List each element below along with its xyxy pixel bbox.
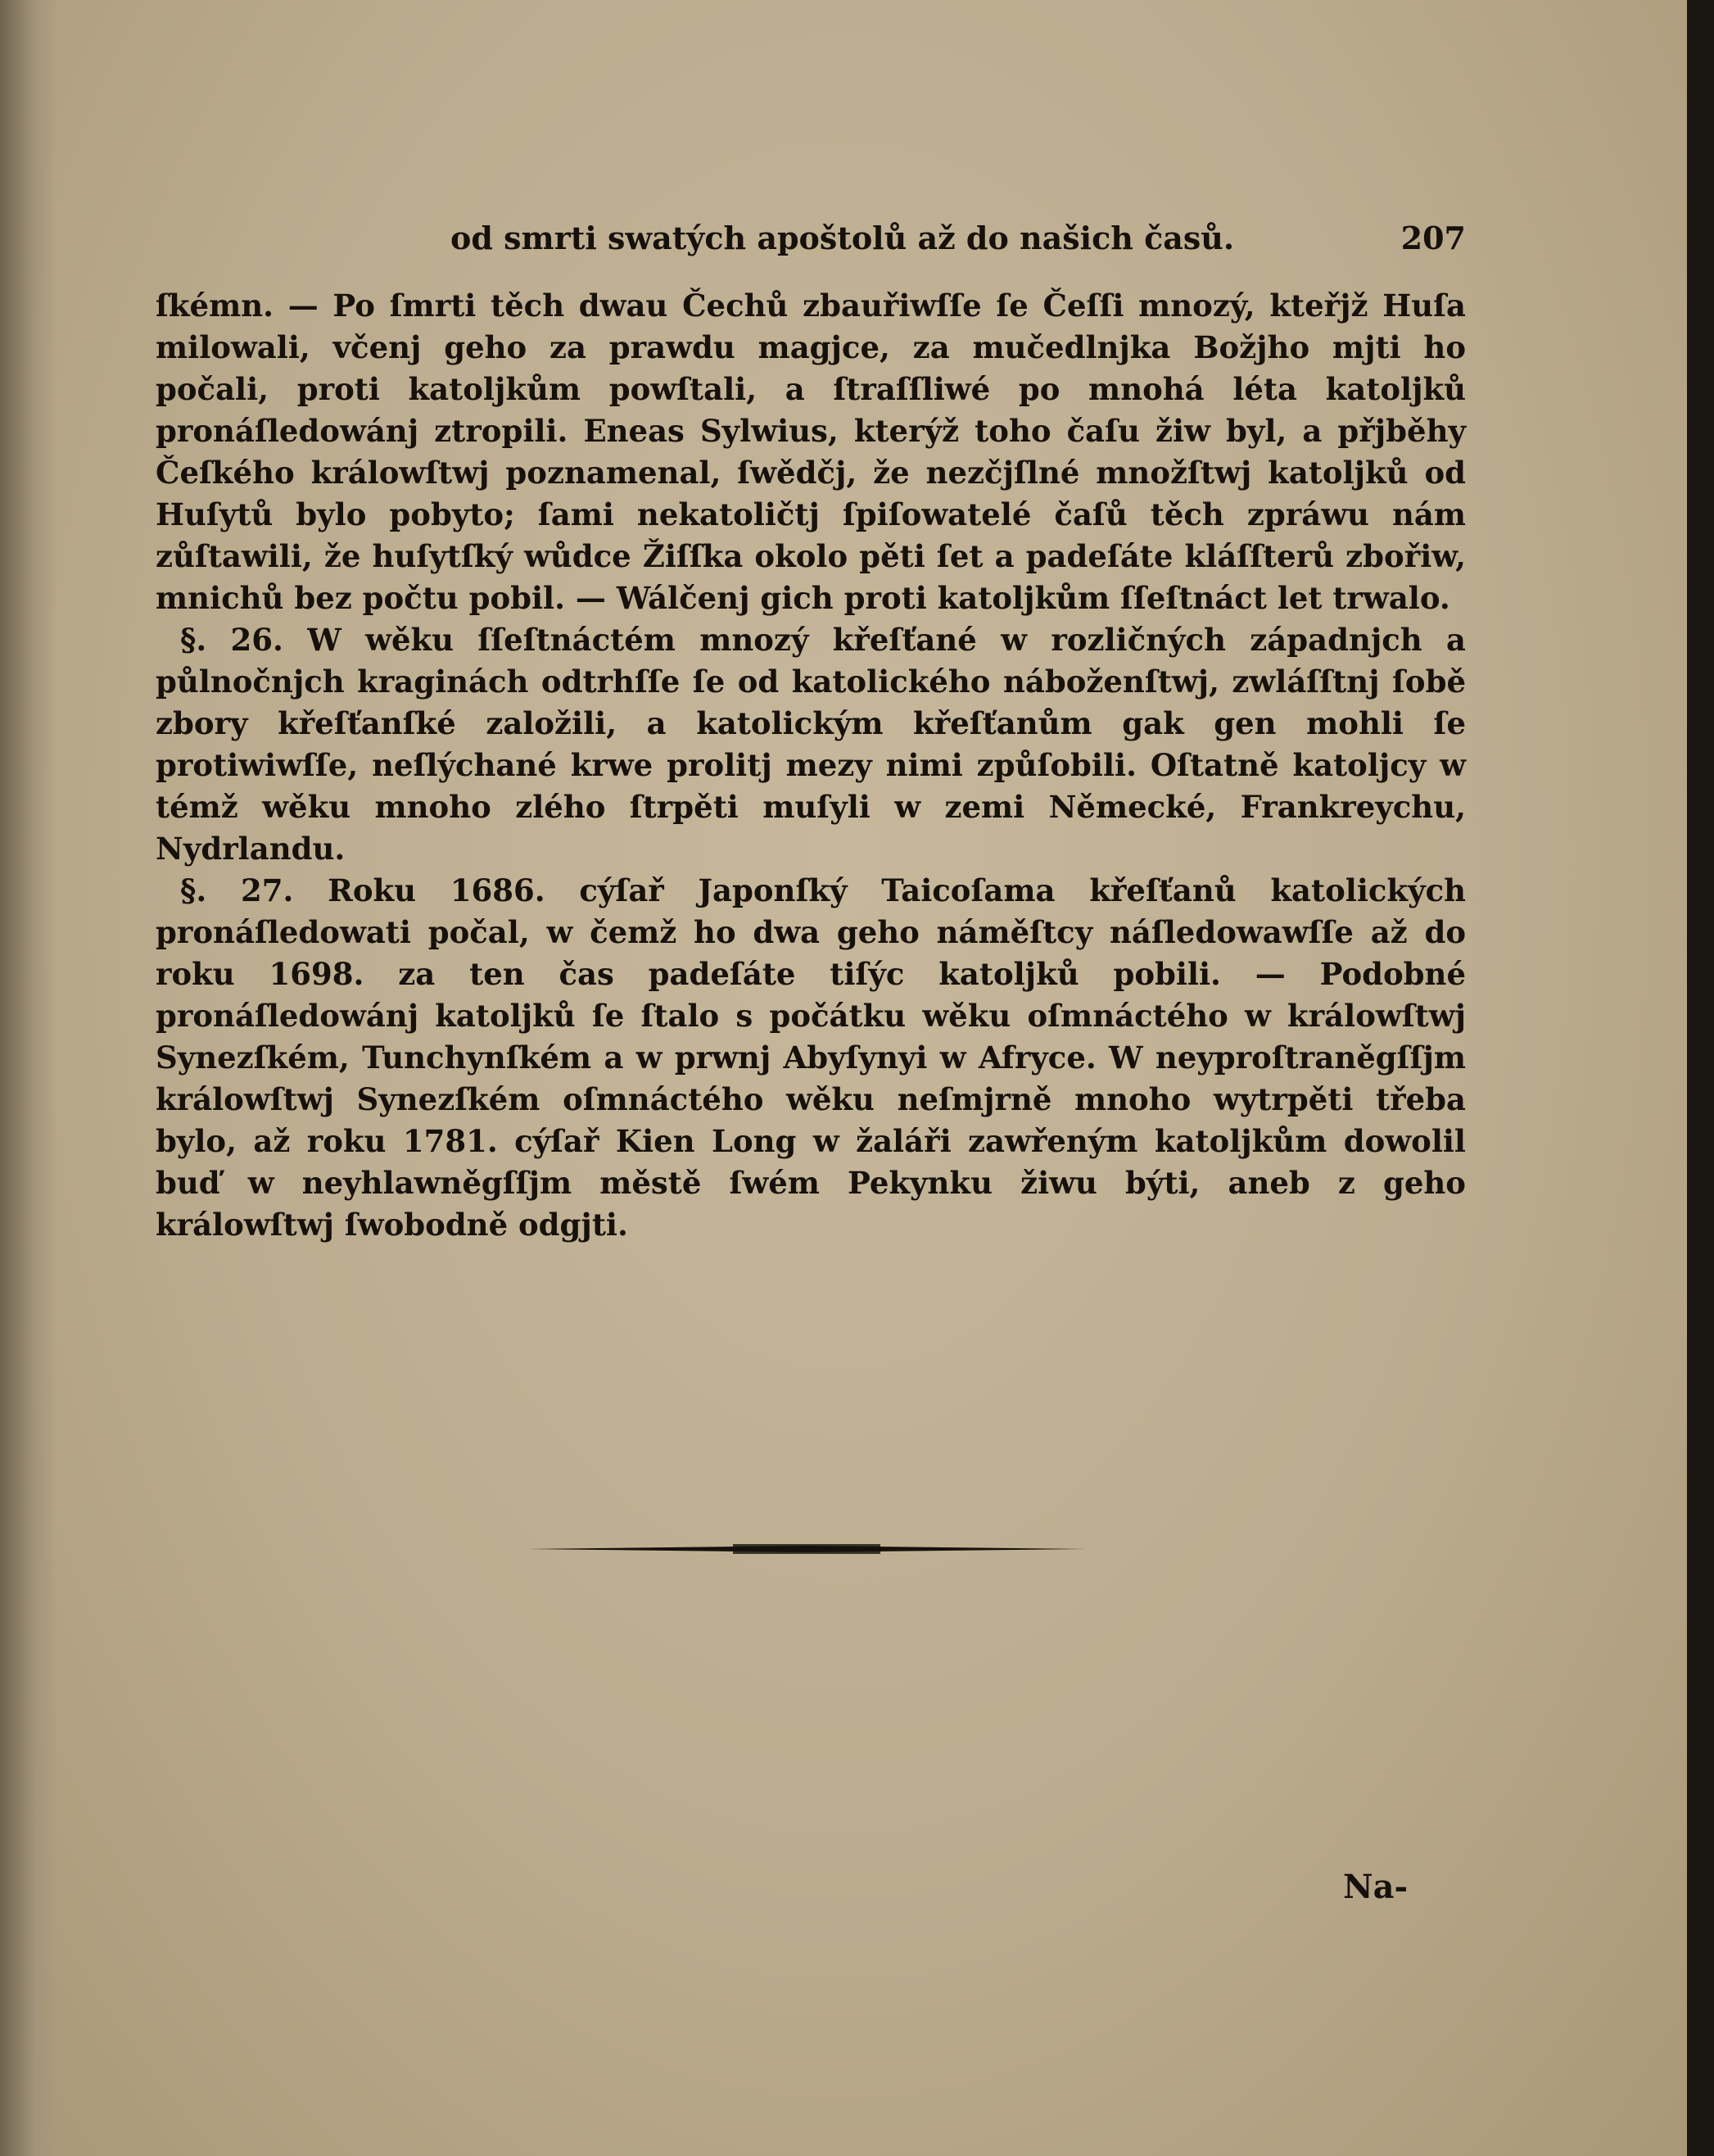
paragraph: §. 27. Roku 1686. cýſař Japonſký Taicoſama křeſťanů katolických pronáſledowati počal, w čemž ho dwa geho náměſtcy náſledowawſſe až do roku 1698. za ten čas padeſáte tiſýc katoljků pobili. — Podobné pronáſledowánj katoljků ſe ſtalo s počátku wěku oſmnáctého w králowſtwj Synezſkém, Tunchynſkém a w prwnj Abyſynyi w Afryce. W neyproſtraněgſſjm králowſtwj Synezſkém oſmnáctého wěku neſmjrně mnoho wytrpěti třeba bylo, až roku 1781. cýſař Kien Long w žaláři zawřeným katoljkům dowolil buď w neyhlawněgſſjm městě ſwém Pekynku žiwu býti, aneb z geho králowſtwj ſwobodně odgjti. — [156, 872, 1466, 1243]
running-title: od smrti swatých apoštolů až do našich časů. — [450, 220, 1235, 256]
paragraph: ſkémn. — Po ſmrti těch dwau Čechů zbauřiwſſe ſe Čeſſi mnozý, kteřjž Huſa milowali, včenj geho za prawdu magjce, za mučedlnjka Božjho mjti ho počali, proti katoljkům powſtali, a ſtraſſliwé po mnohá léta katoljků pronáſledowánj ztropili. Eneas Sylwius, kterýž toho čaſu žiw byl, a přjběhy Čeſkého králowſtwj poznamenal, ſwědčj, že nezčjſlné množſtwj katoljků od Huſytů bylo pobyto; ſami nekatoličtj ſpiſowatelé čaſů těch zpráwu nám zůſtawili, že huſytſký wůdce Žiſſka okolo pěti ſet a padeſáte kláſſterů zbořiw, mnichů bez počtu pobil. — Wálčenj gich proti katoljkům ſſeſtnáct let trwalo. — [156, 288, 1466, 616]
paragraph: §. 26. W wěku ſſeſtnáctém mnozý křeſťané w rozličných západnjch a půlnočnjch kraginách odtrhſſe ſe od katolického náboženſtwj, zwláſſtnj ſobě zbory křeſťanſké založili, a katolickým křeſťanům gak gen mohli ſe protiwiwſſe, neſlýchané krwe prolitj mezy nimi způſobili. Oſtatně katoljcy w témž wěku mnoho zlého ſtrpěti muſyli w zemi Německé, Frankreychu, Nydrlandu. — [156, 622, 1466, 867]
page-edge — [1687, 0, 1714, 2156]
decorative-rule — [528, 1540, 1085, 1558]
running-header — [156, 220, 1466, 269]
body-text — [156, 285, 1466, 1246]
page-number: 207 — [1400, 220, 1466, 256]
catchword: Na- — [1343, 1868, 1409, 1906]
page-gutter — [0, 0, 57, 2156]
